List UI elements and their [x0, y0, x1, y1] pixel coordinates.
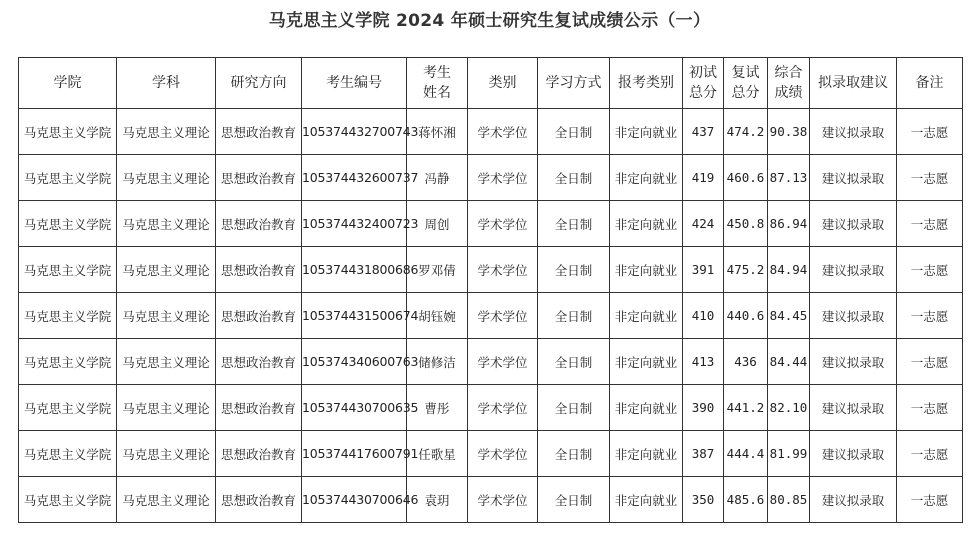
table-row: [19, 109, 963, 155]
table-row: [19, 477, 963, 523]
application-type-cell: 非定向就业: [610, 477, 683, 523]
application-type-cell: 非定向就业: [610, 339, 683, 385]
header-candidate-name: 考生 姓名: [407, 58, 468, 109]
application-type-cell: 非定向就业: [610, 109, 683, 155]
candidate-name-cell: 曹彤: [407, 385, 468, 431]
application-type-cell: 非定向就业: [610, 155, 683, 201]
direction-cell: 思想政治教育: [216, 109, 302, 155]
candidate-id-cell: 105374340600763: [302, 339, 407, 385]
total-score-cell: 84.45: [768, 293, 810, 339]
admission-suggestion-cell: 建议拟录取: [810, 155, 897, 201]
category-cell: 学术学位: [468, 385, 538, 431]
total-score-cell: 84.44: [768, 339, 810, 385]
candidate-id-cell: 105374431800686: [302, 247, 407, 293]
header-candidate-id: 考生编号: [302, 58, 407, 109]
discipline-cell: 马克思主义理论: [117, 293, 216, 339]
initial-score-cell: 424: [683, 201, 724, 247]
retest-score-cell: 441.2: [724, 385, 768, 431]
initial-score-cell: 350: [683, 477, 724, 523]
category-cell: 学术学位: [468, 431, 538, 477]
discipline-cell: 马克思主义理论: [117, 155, 216, 201]
note-cell: 一志愿: [897, 385, 963, 431]
candidate-name-cell: 袁玥: [407, 477, 468, 523]
discipline-cell: 马克思主义理论: [117, 339, 216, 385]
admission-suggestion-cell: 建议拟录取: [810, 201, 897, 247]
college-cell: 马克思主义学院: [19, 201, 117, 247]
initial-score-cell: 437: [683, 109, 724, 155]
candidate-name-cell: 储修洁: [407, 339, 468, 385]
category-cell: 学术学位: [468, 109, 538, 155]
candidate-name-cell: 胡钰婉: [407, 293, 468, 339]
retest-score-cell: 444.4: [724, 431, 768, 477]
retest-score-cell: 485.6: [724, 477, 768, 523]
admission-suggestion-cell: 建议拟录取: [810, 385, 897, 431]
retest-score-cell: 450.8: [724, 201, 768, 247]
header-study-mode: 学习方式: [538, 58, 610, 109]
study-mode-cell: 全日制: [538, 477, 610, 523]
note-cell: 一志愿: [897, 201, 963, 247]
candidate-id-cell: 105374417600791: [302, 431, 407, 477]
admission-suggestion-cell: 建议拟录取: [810, 431, 897, 477]
admission-suggestion-cell: 建议拟录取: [810, 339, 897, 385]
score-table: [18, 57, 963, 523]
total-score-cell: 80.85: [768, 477, 810, 523]
study-mode-cell: 全日制: [538, 385, 610, 431]
initial-score-cell: 410: [683, 293, 724, 339]
candidate-id-cell: 105374432600737: [302, 155, 407, 201]
application-type-cell: 非定向就业: [610, 201, 683, 247]
category-cell: 学术学位: [468, 293, 538, 339]
page-title: 马克思主义学院 2024 年硕士研究生复试成绩公示（一）: [268, 11, 711, 31]
application-type-cell: 非定向就业: [610, 431, 683, 477]
application-type-cell: 非定向就业: [610, 385, 683, 431]
header-total-score: 综合 成绩: [768, 58, 810, 109]
retest-score-cell: 474.2: [724, 109, 768, 155]
note-cell: 一志愿: [897, 477, 963, 523]
candidate-name-cell: 冯静: [407, 155, 468, 201]
category-cell: 学术学位: [468, 477, 538, 523]
study-mode-cell: 全日制: [538, 431, 610, 477]
header-college: 学院: [19, 58, 117, 109]
admission-suggestion-cell: 建议拟录取: [810, 477, 897, 523]
college-cell: 马克思主义学院: [19, 293, 117, 339]
direction-cell: 思想政治教育: [216, 385, 302, 431]
study-mode-cell: 全日制: [538, 339, 610, 385]
header-initial-score: 初试 总分: [683, 58, 724, 109]
direction-cell: 思想政治教育: [216, 201, 302, 247]
table-row: [19, 385, 963, 431]
direction-cell: 思想政治教育: [216, 339, 302, 385]
retest-score-cell: 475.2: [724, 247, 768, 293]
direction-cell: 思想政治教育: [216, 247, 302, 293]
study-mode-cell: 全日制: [538, 247, 610, 293]
discipline-cell: 马克思主义理论: [117, 247, 216, 293]
discipline-cell: 马克思主义理论: [117, 109, 216, 155]
direction-cell: 思想政治教育: [216, 293, 302, 339]
header-note: 备注: [897, 58, 963, 109]
direction-cell: 思想政治教育: [216, 431, 302, 477]
header-retest-score: 复试 总分: [724, 58, 768, 109]
header-discipline: 学科: [117, 58, 216, 109]
table-header-row: [19, 58, 963, 109]
college-cell: 马克思主义学院: [19, 477, 117, 523]
college-cell: 马克思主义学院: [19, 339, 117, 385]
total-score-cell: 82.10: [768, 385, 810, 431]
category-cell: 学术学位: [468, 339, 538, 385]
study-mode-cell: 全日制: [538, 109, 610, 155]
note-cell: 一志愿: [897, 293, 963, 339]
header-admission-suggestion: 拟录取建议: [810, 58, 897, 109]
category-cell: 学术学位: [468, 201, 538, 247]
retest-score-cell: 460.6: [724, 155, 768, 201]
total-score-cell: 84.94: [768, 247, 810, 293]
total-score-cell: 81.99: [768, 431, 810, 477]
category-cell: 学术学位: [468, 155, 538, 201]
table-row: [19, 293, 963, 339]
admission-suggestion-cell: 建议拟录取: [810, 109, 897, 155]
college-cell: 马克思主义学院: [19, 109, 117, 155]
study-mode-cell: 全日制: [538, 155, 610, 201]
direction-cell: 思想政治教育: [216, 477, 302, 523]
total-score-cell: 87.13: [768, 155, 810, 201]
note-cell: 一志愿: [897, 247, 963, 293]
note-cell: 一志愿: [897, 155, 963, 201]
candidate-id-cell: 105374432400723: [302, 201, 407, 247]
initial-score-cell: 413: [683, 339, 724, 385]
total-score-cell: 86.94: [768, 201, 810, 247]
candidate-id-cell: 105374430700635: [302, 385, 407, 431]
initial-score-cell: 391: [683, 247, 724, 293]
header-direction: 研究方向: [216, 58, 302, 109]
college-cell: 马克思主义学院: [19, 247, 117, 293]
candidate-name-cell: 任歌星: [407, 431, 468, 477]
initial-score-cell: 419: [683, 155, 724, 201]
header-application-type: 报考类别: [610, 58, 683, 109]
retest-score-cell: 440.6: [724, 293, 768, 339]
discipline-cell: 马克思主义理论: [117, 477, 216, 523]
candidate-name-cell: 蒋怀湘: [407, 109, 468, 155]
table-row: [19, 247, 963, 293]
table-body: [19, 109, 963, 523]
note-cell: 一志愿: [897, 431, 963, 477]
note-cell: 一志愿: [897, 109, 963, 155]
discipline-cell: 马克思主义理论: [117, 385, 216, 431]
study-mode-cell: 全日制: [538, 201, 610, 247]
category-cell: 学术学位: [468, 247, 538, 293]
table-row: [19, 431, 963, 477]
candidate-name-cell: 周创: [407, 201, 468, 247]
college-cell: 马克思主义学院: [19, 385, 117, 431]
header-category: 类别: [468, 58, 538, 109]
candidate-name-cell: 罗邓倩: [407, 247, 468, 293]
application-type-cell: 非定向就业: [610, 293, 683, 339]
college-cell: 马克思主义学院: [19, 155, 117, 201]
table-row: [19, 155, 963, 201]
initial-score-cell: 387: [683, 431, 724, 477]
college-cell: 马克思主义学院: [19, 431, 117, 477]
admission-suggestion-cell: 建议拟录取: [810, 293, 897, 339]
initial-score-cell: 390: [683, 385, 724, 431]
table-row: [19, 201, 963, 247]
discipline-cell: 马克思主义理论: [117, 201, 216, 247]
candidate-id-cell: 105374432700743: [302, 109, 407, 155]
retest-score-cell: 436: [724, 339, 768, 385]
candidate-id-cell: 105374431500674: [302, 293, 407, 339]
admission-suggestion-cell: 建议拟录取: [810, 247, 897, 293]
table-row: [19, 339, 963, 385]
note-cell: 一志愿: [897, 339, 963, 385]
study-mode-cell: 全日制: [538, 293, 610, 339]
discipline-cell: 马克思主义理论: [117, 431, 216, 477]
candidate-id-cell: 105374430700646: [302, 477, 407, 523]
application-type-cell: 非定向就业: [610, 247, 683, 293]
total-score-cell: 90.38: [768, 109, 810, 155]
direction-cell: 思想政治教育: [216, 155, 302, 201]
